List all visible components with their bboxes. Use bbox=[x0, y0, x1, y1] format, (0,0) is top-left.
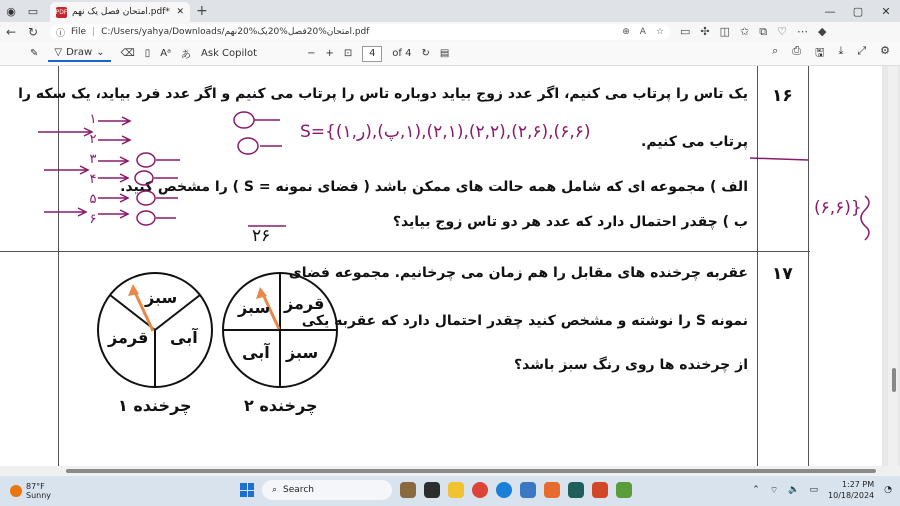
game-icon[interactable] bbox=[616, 482, 632, 498]
highlight-icon[interactable]: ✎ bbox=[30, 48, 39, 59]
url-field[interactable] bbox=[50, 24, 670, 40]
vertical-scrollbar[interactable] bbox=[888, 66, 898, 472]
pdf-icon: PDF bbox=[55, 8, 68, 16]
ink-denominator: ۲۶ bbox=[252, 226, 271, 246]
window-controls bbox=[816, 5, 900, 18]
spinner-1-label: چرخنده ۱ bbox=[118, 396, 192, 415]
system-tray bbox=[752, 479, 892, 501]
find-icon[interactable]: ⌕ bbox=[772, 44, 779, 57]
favorite-icon[interactable]: ☆ bbox=[655, 27, 664, 37]
fullscreen-icon[interactable]: ⤢ bbox=[857, 44, 867, 57]
spinner-1-sector-blue: آبی bbox=[170, 328, 198, 347]
battery-icon[interactable]: ▭ bbox=[809, 485, 819, 495]
spinner-2-label: چرخنده ۲ bbox=[244, 396, 318, 415]
page-total: of 4 bbox=[392, 48, 412, 59]
ink-brace-note: (۶,۶)} bbox=[814, 198, 862, 218]
copilot-icon[interactable]: ◆ bbox=[817, 25, 827, 38]
rotate-icon[interactable]: ↻ bbox=[421, 48, 430, 59]
page-number-input[interactable]: 4 bbox=[362, 46, 382, 62]
browser-titlebar bbox=[0, 0, 900, 22]
ink-num-4: ۴ bbox=[89, 172, 97, 187]
clock-time: 1:27 PM bbox=[841, 480, 875, 489]
print-icon[interactable]: ⎙ bbox=[792, 44, 802, 57]
copilot-button[interactable]: Ask Copilot bbox=[201, 48, 258, 59]
widget-app-icon[interactable] bbox=[400, 482, 416, 498]
url-prefix: File bbox=[71, 27, 87, 37]
erase-icon[interactable]: ⌫ bbox=[120, 48, 135, 59]
read-aloud-icon[interactable]: A bbox=[639, 27, 646, 37]
chrome-icon[interactable] bbox=[472, 482, 488, 498]
collections-icon[interactable]: ⧉ bbox=[759, 25, 768, 38]
pdf-viewer[interactable] bbox=[0, 66, 900, 472]
spinner-2-sector-green-bottom: سبز bbox=[286, 343, 319, 362]
pdf-toolbar bbox=[0, 42, 900, 66]
question-number-16: ۱۶ bbox=[772, 86, 793, 106]
close-window-button[interactable]: ✕ bbox=[881, 4, 891, 18]
save-icon[interactable]: 🖫 bbox=[815, 46, 825, 59]
menu-icon[interactable]: ⋯ bbox=[796, 25, 808, 38]
spinner-2-sector-green-top: سبز bbox=[238, 298, 271, 317]
info-icon: ⓘ bbox=[56, 28, 66, 39]
q16-part-b: ب ) چقدر احتمال دارد که عدد هر دو تاس زوج بیاید؟ bbox=[392, 214, 748, 230]
edge-icon[interactable] bbox=[496, 482, 512, 498]
extensions-icon[interactable]: ✣ bbox=[700, 25, 710, 38]
spinner-1-sector-green: سبز bbox=[145, 288, 178, 307]
powerpoint-icon[interactable] bbox=[592, 482, 608, 498]
taskbar bbox=[0, 476, 900, 506]
settings-icon[interactable]: ⚙ bbox=[880, 44, 890, 57]
taskbar-search[interactable] bbox=[262, 480, 392, 500]
search-icon: ⌕ bbox=[272, 485, 278, 495]
q16-line2: پرتاب می کنیم. bbox=[641, 134, 748, 150]
url-divider: | bbox=[92, 27, 96, 37]
notification-icon[interactable]: ◔ bbox=[884, 485, 892, 495]
start-button[interactable] bbox=[240, 483, 254, 497]
network-icon[interactable]: ⌔ bbox=[769, 485, 779, 496]
tab-title: امتحان فصل یک نهم.pdf* bbox=[72, 7, 170, 17]
spinner-2-sector-red: قرمز bbox=[284, 294, 325, 313]
url-text: C:/Users/yahya/Downloads/امتحان%20فصل%20یک%20نهم.pdf bbox=[101, 27, 370, 37]
draw-icon: ▽ bbox=[54, 47, 63, 58]
ink-num-1: ۱ bbox=[89, 112, 97, 127]
tray-overflow-icon[interactable]: ⌃ bbox=[752, 485, 760, 495]
profile-icon[interactable]: ◉ bbox=[6, 4, 16, 18]
store-icon[interactable] bbox=[520, 482, 536, 498]
new-tab-button[interactable]: + bbox=[196, 3, 208, 19]
vertical-scroll-thumb[interactable] bbox=[892, 368, 896, 392]
clock-date: 10/18/2024 bbox=[828, 491, 875, 500]
fit-page-icon[interactable]: ⊡ bbox=[343, 48, 353, 59]
ink-num-2: ۲ bbox=[89, 132, 97, 147]
address-bar bbox=[0, 22, 900, 42]
ink-sample-space: S={(۱,ر),(۱,پ),(۲,۱),(۲,۲),(۲,۶),(۶,۶) bbox=[300, 122, 591, 142]
refresh-icon[interactable]: ↻ bbox=[27, 25, 39, 39]
volume-icon[interactable]: 🔈 bbox=[788, 485, 800, 495]
url-actions bbox=[622, 27, 664, 37]
question-number-17: ۱۷ bbox=[772, 264, 793, 284]
chevron-down-icon: ⌄ bbox=[96, 47, 105, 58]
ink-num-6: ۶ bbox=[89, 212, 97, 227]
pdf-page bbox=[0, 66, 882, 466]
paint-icon[interactable] bbox=[544, 482, 560, 498]
back-icon[interactable]: ← bbox=[5, 25, 17, 39]
q17-line3: از چرخنده ها روی رنگ سبز باشد؟ bbox=[514, 357, 748, 373]
q17-line1: عقربه چرخنده های مقابل را هم زمان می چرخانیم. مجموعه فضای bbox=[288, 265, 748, 281]
horizontal-scroll-thumb[interactable] bbox=[66, 469, 876, 473]
health-icon[interactable]: ♡ bbox=[777, 25, 787, 38]
screen-icon[interactable]: ▭ bbox=[680, 25, 691, 38]
tab-pdf[interactable] bbox=[50, 2, 190, 22]
spinner-2-sector-blue: آبی bbox=[242, 343, 270, 362]
spinner-1-sector-red: قرمز bbox=[108, 328, 149, 347]
draw-label: Draw bbox=[66, 47, 93, 58]
draw-button[interactable] bbox=[48, 45, 110, 62]
sun-icon bbox=[10, 485, 22, 497]
favorites-icon[interactable]: ✩ bbox=[740, 25, 750, 38]
translate-icon[interactable]: あ bbox=[181, 50, 192, 61]
file-explorer-icon[interactable] bbox=[448, 482, 464, 498]
ink-num-5: ۵ bbox=[89, 192, 97, 207]
save-as-icon[interactable]: ⤓ bbox=[838, 44, 844, 57]
clock[interactable] bbox=[828, 479, 874, 501]
zoom-out-button[interactable]: − bbox=[307, 48, 316, 59]
view-icon[interactable]: ▤ bbox=[439, 48, 450, 59]
task-view-icon[interactable] bbox=[424, 482, 440, 498]
zoom-icon[interactable]: ⊕ bbox=[622, 27, 630, 37]
tab-actions-icon[interactable]: ▭ bbox=[27, 4, 39, 18]
weather-widget[interactable] bbox=[10, 482, 51, 500]
split-icon[interactable]: ◫ bbox=[719, 25, 731, 38]
zoom-in-button[interactable]: + bbox=[325, 48, 334, 59]
page-view-icon[interactable]: ▯ bbox=[144, 48, 151, 59]
app-icon[interactable] bbox=[568, 482, 584, 498]
horizontal-scrollbar[interactable] bbox=[0, 466, 900, 475]
search-label: Search bbox=[283, 485, 314, 495]
close-tab-icon[interactable]: ✕ bbox=[176, 7, 184, 17]
weather-temp: 87°F bbox=[26, 482, 45, 491]
taskbar-apps bbox=[240, 480, 632, 500]
text-icon[interactable]: Aᵃ bbox=[160, 48, 172, 59]
ink-num-3: ۳ bbox=[89, 152, 97, 167]
q17-line2: نمونه S را نوشته و مشخص کنید چقدر احتمال دارد که عقربه یکی bbox=[301, 313, 748, 329]
extension-icons bbox=[680, 25, 826, 39]
q16-line1: یک تاس را پرتاب می کنیم، اگر عدد زوج بیاید دوباره تاس را پرتاب می کنیم و اگر عدد فرد بیاید، یک سکه را bbox=[18, 86, 748, 102]
q16-part-a: الف ) مجموعه ای که شامل همه حالت های ممکن باشد ( فضای نمونه = S ) را مشخص کنید. bbox=[120, 179, 748, 195]
pdf-actions bbox=[772, 44, 900, 63]
ink-left-numbers bbox=[86, 110, 100, 230]
minimize-button[interactable]: — bbox=[824, 4, 836, 18]
weather-condition: Sunny bbox=[26, 491, 52, 500]
maximize-button[interactable]: ▢ bbox=[852, 4, 864, 18]
